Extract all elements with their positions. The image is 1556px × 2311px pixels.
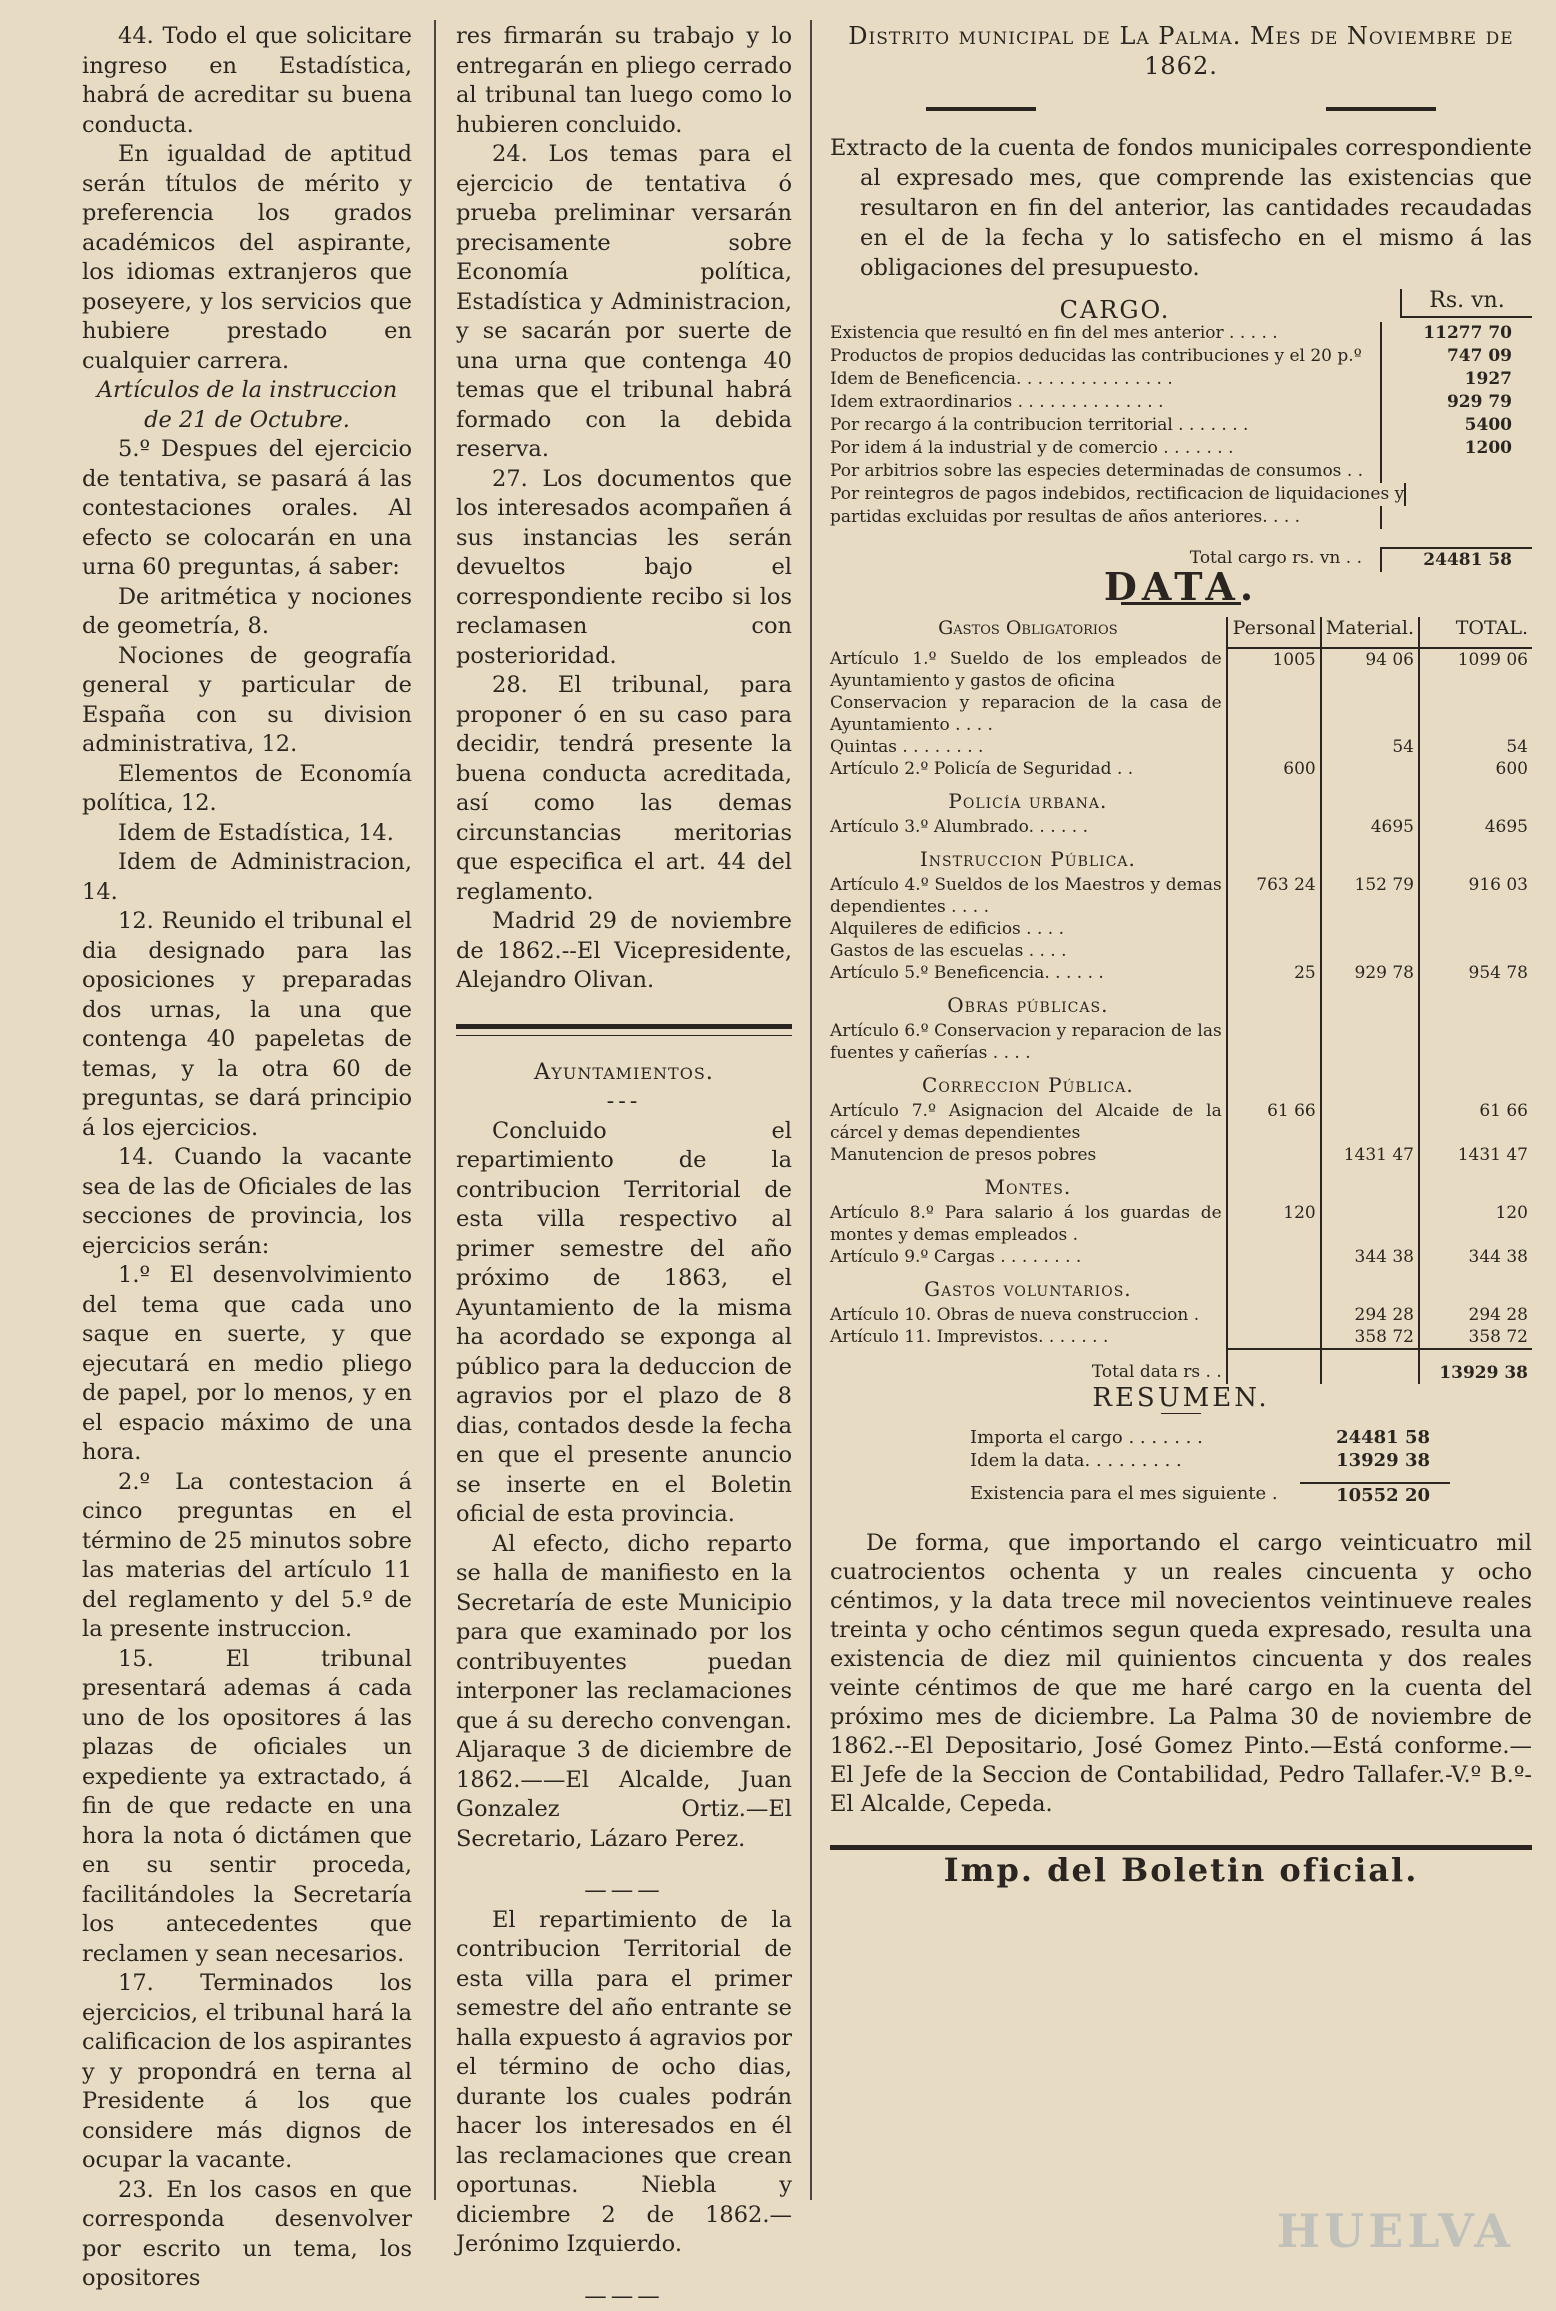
- personal-cell: [1227, 1246, 1321, 1268]
- row-label: Artículo 3.º Alumbrado. . . . . .: [830, 816, 1227, 838]
- imprint: Imp. del Boletin oficial.: [830, 1856, 1532, 1886]
- article-24: 24. Los temas para el ejercicio de tentativa ó prueba preliminar versarán precisamente sobre Economía política, Estadística y Administracion, y se sacarán por suerte de una urna que contenga 40 temas que el tribunal habrá formado con la debida reserva.: [456, 140, 792, 465]
- material-cell: 94 06: [1321, 648, 1419, 692]
- row-label: Artículo 5.º Beneficencia. . . . . .: [830, 962, 1227, 984]
- personal-cell: [1227, 940, 1321, 962]
- total-cell: 916 03: [1419, 874, 1532, 918]
- total-cell: 120: [1419, 1202, 1532, 1246]
- cargo-label: partidas excluidas por resultas de años anteriores. . . .: [830, 506, 1380, 529]
- resumen-heading: RESUMEN.: [830, 1384, 1532, 1414]
- article-15: 15. El tribunal presentará ademas á cada uno de los opositores á las plazas de oficiales un expediente ya extractado, á fin de que redacte en una hora la nota ó dictámen que en su sentir proceda, facilitándoles la Secretaría los antecedentes que reclamen y sean necesarios.: [82, 1645, 412, 1970]
- personal-cell: [1227, 1020, 1321, 1064]
- cargo-label: Idem extraordinarios . . . . . . . . . . . . . .: [830, 391, 1380, 414]
- total-cell: 1431 47: [1419, 1144, 1532, 1166]
- table-row: [830, 874, 1532, 918]
- list-item: Idem de Administracion, 14.: [82, 848, 412, 907]
- cargo-label: Por recargo á la contribucion territorial . . . . . . .: [830, 414, 1380, 437]
- table-row: [830, 1020, 1532, 1064]
- total-cell: 294 28: [1419, 1304, 1532, 1326]
- resumen-label: Existencia para el mes siguiente .: [970, 1482, 1300, 1507]
- cargo-label: Productos de propios deducidas las contribuciones y el 20 p.º: [830, 345, 1380, 368]
- paragraph: res firmarán su trabajo y lo entregarán en pliego cerrado al tribunal tan luego como lo hubieren concluido.: [456, 22, 792, 140]
- closing-paragraph: De forma, que importando el cargo veinticuatro mil cuatrocientos ochenta y un reales cincuenta y ocho céntimos, y la data trece mil novecientos veintinueve reales treinta y ocho céntimos segun queda expresado, resulta una existencia de diez mil quinientos cincuenta y dos reales veinte céntimos de que me haré cargo en la cuenta del próximo mes de diciembre. La Palma 30 de noviembre de 1862.--El Depositario, José Gomez Pinto.—Está conforme.—El Jefe de la Seccion de Contabilidad, Pedro Tallafer.-V.º B.º-El Alcalde, Cepeda.: [830, 1529, 1532, 1819]
- cargo-section: [830, 289, 1532, 572]
- resumen-value: 24481 58: [1300, 1426, 1450, 1449]
- subsection-heading: Instruccion Pública.: [830, 838, 1227, 874]
- material-cell: [1321, 940, 1419, 962]
- dash-separator: ———: [456, 2282, 792, 2311]
- cargo-row: [830, 322, 1532, 345]
- column-divider: [810, 20, 812, 2200]
- row-label: Conservacion y reparacion de la casa de Ayuntamiento . . . .: [830, 692, 1227, 736]
- personal-cell: 120: [1227, 1202, 1321, 1246]
- personal-cell: [1227, 692, 1321, 736]
- gastos-obligatorios-heading: Gastos Obligatorios: [830, 617, 1227, 648]
- data-title: DATA.: [830, 572, 1532, 602]
- material-cell: 152 79: [1321, 874, 1419, 918]
- personal-cell: [1227, 918, 1321, 940]
- personal-cell: 763 24: [1227, 874, 1321, 918]
- article-17: 17. Terminados los ejercicios, el tribunal hará la calificacion de los aspirantes y y propondrá en terna al Presidente á los que considere más dignos de ocupar la vacante.: [82, 1969, 412, 2176]
- resumen-table: [970, 1426, 1450, 1507]
- resumen-row: [970, 1426, 1450, 1449]
- personal-cell: 61 66: [1227, 1100, 1321, 1144]
- column-right: [830, 22, 1532, 2262]
- material-cell: 4695: [1321, 816, 1419, 838]
- row-label: Artículo 2.º Policía de Seguridad . .: [830, 758, 1227, 780]
- total-data-value: 13929 38: [1419, 1349, 1532, 1384]
- article-5: 5.º Despues del ejercicio de tentativa, se pasará á las contestaciones orales. Al efecto se colocarán en una urna 60 preguntas, á saber:: [82, 435, 412, 583]
- row-label: Artículo 9.º Cargas . . . . . . . .: [830, 1246, 1227, 1268]
- divider: [456, 1035, 792, 1036]
- paragraph: 1.º El desenvolvimiento del tema que cada uno saque en suerte, y que ejecutará en medio pliego de papel, por lo menos, y en el espacio máximo de una hora.: [82, 1261, 412, 1468]
- article-12: 12. Reunido el tribunal el dia designado para las oposiciones y preparadas dos urnas, la una que contenga 40 papeletas de temas, y la otra 60 de preguntas, se dará principio á los ejercicios.: [82, 907, 412, 1143]
- notice-niebla: El repartimiento de la contribucion Territorial de esta villa para el primer semestre del año entrante se halla expuesto á agravios por el término de ocho dias, durante los cuales podrán hacer los interesados en él las reclamaciones que crean oportunas. Niebla y diciembre 2 de 1862.—Jerónimo Izquierdo.: [456, 1906, 792, 2260]
- rs-vn-heading: Rs. vn.: [1400, 289, 1532, 318]
- list-item: Nociones de geografía general y particular de España con su division administrativa, 12.: [82, 642, 412, 760]
- total-cargo-value: 24481 58: [1380, 547, 1532, 572]
- row-label: Artículo 7.º Asignacion del Alcaide de la cárcel y demas dependientes: [830, 1100, 1227, 1144]
- resumen-value: 10552 20: [1300, 1482, 1450, 1507]
- article-28: 28. El tribunal, para proponer ó en su caso para decidir, tendrá presente la buena conducta acreditada, así como las demas circunstancias meritorias que especifica el art. 44 del reglamento.: [456, 671, 792, 907]
- personal-cell: 600: [1227, 758, 1321, 780]
- paragraph: En igualdad de aptitud serán títulos de mérito y preferencia los grados académicos del aspirante, los idiomas extranjeros que poseyere, y los servicios que hubiere prestado en cualquier carrera.: [82, 140, 412, 376]
- paragraph: 2.º La contestacion á cinco preguntas en el término de 25 minutos sobre las materias del artículo 11 del reglamento y del 5.º de la presente instruccion.: [82, 1468, 412, 1645]
- row-label: Manutencion de presos pobres: [830, 1144, 1227, 1166]
- total-cell: 358 72: [1419, 1326, 1532, 1349]
- total-cell: 61 66: [1419, 1100, 1532, 1144]
- divider: [830, 1845, 1532, 1850]
- paragraph: Al efecto, dicho reparto se halla de manifiesto en la Secretaría de este Municipio para que examinado por los contribuyentes puedan interponer las reclamaciones que á su derecho convengan. Aljaraque 3 de diciembre de 1862.——El Alcalde, Juan Gonzalez Ortiz.—El Secretario, Lázaro Perez.: [456, 1530, 792, 1855]
- table-row: [830, 692, 1532, 736]
- cargo-row: [830, 460, 1532, 483]
- row-label: Artículo 1.º Sueldo de los empleados de Ayuntamiento y gastos de oficina: [830, 648, 1227, 692]
- total-cell: 600: [1419, 758, 1532, 780]
- divider: [456, 1024, 792, 1029]
- resumen-label: Idem la data. . . . . . . . .: [970, 1449, 1300, 1472]
- resumen-row: [970, 1482, 1450, 1507]
- list-item: Idem de Estadística, 14.: [82, 819, 412, 849]
- cargo-value: [1380, 460, 1532, 483]
- total-cargo-label: Total cargo rs. vn . .: [830, 547, 1380, 572]
- material-cell: 929 78: [1321, 962, 1419, 984]
- material-cell: [1321, 1100, 1419, 1144]
- row-label: Gastos de las escuelas . . . .: [830, 940, 1227, 962]
- row-label: Artículo 6.º Conservacion y reparacion de las fuentes y cañerías . . . .: [830, 1020, 1227, 1064]
- total-cell: [1419, 940, 1532, 962]
- table-row: [830, 1202, 1532, 1246]
- table-row: [830, 1144, 1532, 1166]
- table-row: [830, 962, 1532, 984]
- cargo-label: Por idem á la industrial y de comercio . . . . . . .: [830, 437, 1380, 460]
- table-row: [830, 1326, 1532, 1349]
- total-cell: 54: [1419, 736, 1532, 758]
- district-title: Distrito municipal de La Palma. Mes de Noviembre de 1862.: [830, 22, 1532, 81]
- cargo-row: [830, 345, 1532, 368]
- cargo-value: 747 09: [1380, 345, 1532, 368]
- table-row: [830, 816, 1532, 838]
- total-cell: 954 78: [1419, 962, 1532, 984]
- table-row: [830, 736, 1532, 758]
- cargo-label: Existencia que resultó en fin del mes anterior . . . . .: [830, 322, 1380, 345]
- subsection-row: [830, 1064, 1532, 1100]
- cargo-row: [830, 506, 1532, 529]
- resumen-row: [970, 1449, 1450, 1472]
- cargo-value: 1927: [1380, 368, 1532, 391]
- subsection-row: [830, 984, 1532, 1020]
- table-row: [830, 648, 1532, 692]
- notice-aljaraque: Concluido el repartimiento de la contribucion Territorial de esta villa respectivo al primer semestre del año próximo de 1863, el Ayuntamiento de la misma ha acordado se exponga al público para la deduccion de agravios por el plazo de 8 dias, contados desde la fecha en que el presente anuncio se inserte en el Boletin oficial de esta provincia.: [456, 1117, 792, 1530]
- material-cell: [1321, 692, 1419, 736]
- dash-separator: ———: [456, 1876, 792, 1906]
- cargo-value: 929 79: [1380, 391, 1532, 414]
- subsection-row: [830, 1166, 1532, 1202]
- cargo-row: [830, 483, 1532, 506]
- article-44: 44. Todo el que solicitare ingreso en Estadística, habrá de acreditar su buena conducta.: [82, 22, 412, 140]
- table-row: [830, 1304, 1532, 1326]
- table-row: [830, 758, 1532, 780]
- col-total-header: TOTAL.: [1419, 617, 1532, 648]
- table-row: [830, 1246, 1532, 1268]
- material-cell: [1321, 1202, 1419, 1246]
- section-heading: Artículos de la instruccion de 21 de Octubre.: [82, 376, 412, 435]
- row-label: Alquileres de edificios . . . .: [830, 918, 1227, 940]
- personal-cell: [1227, 816, 1321, 838]
- subsection-row: [830, 1268, 1532, 1304]
- material-cell: 344 38: [1321, 1246, 1419, 1268]
- list-item: De aritmética y nociones de geometría, 8.: [82, 583, 412, 642]
- cargo-heading: CARGO.: [830, 299, 1400, 322]
- cargo-label: Por arbitrios sobre las especies determinadas de consumos . .: [830, 460, 1380, 483]
- total-cell: 1099 06: [1419, 648, 1532, 692]
- subsection-heading: Correccion Pública.: [830, 1064, 1227, 1100]
- cargo-row: [830, 414, 1532, 437]
- material-cell: 54: [1321, 736, 1419, 758]
- row-label: Artículo 11. Imprevistos. . . . . . .: [830, 1326, 1227, 1349]
- subsection-row: [830, 838, 1532, 874]
- total-cell: [1419, 692, 1532, 736]
- article-27: 27. Los documentos que los interesados acompañen á sus instancias les serán devueltos bajo el correspondiente recibo si los reclamasen con posterioridad.: [456, 465, 792, 672]
- dash-separator: ---: [456, 1087, 792, 1117]
- total-cell: 4695: [1419, 816, 1532, 838]
- subsection-heading: Gastos voluntarios.: [830, 1268, 1227, 1304]
- personal-cell: 1005: [1227, 648, 1321, 692]
- total-data-label: Total data rs . .: [830, 1349, 1227, 1384]
- personal-cell: 25: [1227, 962, 1321, 984]
- material-cell: [1321, 1020, 1419, 1064]
- col-personal-header: Personal: [1227, 617, 1321, 648]
- row-label: Quintas . . . . . . . .: [830, 736, 1227, 758]
- resumen-label: Importa el cargo . . . . . . .: [970, 1426, 1300, 1449]
- total-cell: [1419, 918, 1532, 940]
- column-left: [82, 22, 412, 2262]
- resumen-value: 13929 38: [1300, 1449, 1450, 1472]
- section-heading-ayuntamientos: Ayuntamientos.: [456, 1058, 792, 1088]
- cargo-value: [1380, 506, 1532, 529]
- total-cell: 344 38: [1419, 1246, 1532, 1268]
- cargo-label: Idem de Beneficencia. . . . . . . . . . . . . . .: [830, 368, 1380, 391]
- material-cell: 1431 47: [1321, 1144, 1419, 1166]
- cargo-value: [1404, 483, 1532, 506]
- total-cell: [1419, 1020, 1532, 1064]
- list-item: Elementos de Economía política, 12.: [82, 760, 412, 819]
- data-table: [830, 617, 1532, 1384]
- personal-cell: [1227, 1304, 1321, 1326]
- archive-stamp: HUELVA: [1277, 2204, 1514, 2258]
- material-cell: [1321, 918, 1419, 940]
- subsection-heading: Montes.: [830, 1166, 1227, 1202]
- personal-cell: [1227, 1326, 1321, 1349]
- personal-cell: [1227, 736, 1321, 758]
- row-label: Artículo 8.º Para salario á los guardas de montes y demas empleados .: [830, 1202, 1227, 1246]
- material-cell: 294 28: [1321, 1304, 1419, 1326]
- cargo-value: 1200: [1380, 437, 1532, 460]
- table-row: [830, 1100, 1532, 1144]
- cargo-row: [830, 368, 1532, 391]
- cargo-row: [830, 391, 1532, 414]
- subsection-heading: Obras públicas.: [830, 984, 1227, 1020]
- article-14: 14. Cuando la vacante sea de las de Oficiales de las secciones de provincia, los ejercicios serán:: [82, 1143, 412, 1261]
- row-label: Artículo 10. Obras de nueva construccion .: [830, 1304, 1227, 1326]
- cargo-row: [830, 437, 1532, 460]
- data-rows: [830, 648, 1532, 1349]
- cargo-value: 5400: [1380, 414, 1532, 437]
- column-middle: [456, 22, 792, 2262]
- subsection-heading: Policía urbana.: [830, 780, 1227, 816]
- personal-cell: [1227, 1144, 1321, 1166]
- signature: Madrid 29 de noviembre de 1862.--El Vicepresidente, Alejandro Olivan.: [456, 907, 792, 996]
- subsection-row: [830, 780, 1532, 816]
- material-cell: [1321, 758, 1419, 780]
- column-divider: [434, 20, 436, 2200]
- cargo-value: 11277 70: [1380, 322, 1532, 345]
- col-material-header: Material.: [1321, 617, 1419, 648]
- table-row: [830, 918, 1532, 940]
- table-row: [830, 940, 1532, 962]
- extracto-paragraph: Extracto de la cuenta de fondos municipales correspondiente al expresado mes, que comprende las existencias que resultaron en fin del anterior, las cantidades recaudadas en el de la fecha y lo satisfecho en el mismo á las obligaciones del presupuesto.: [830, 133, 1532, 283]
- title-rules: [926, 107, 1436, 111]
- divider: [1161, 1413, 1201, 1414]
- cargo-rows: [830, 322, 1532, 529]
- row-label: Artículo 4.º Sueldos de los Maestros y demas dependientes . . . .: [830, 874, 1227, 918]
- article-23: 23. En los casos en que corresponda desenvolver por escrito un tema, los opositores: [82, 2176, 412, 2294]
- cargo-label: Por reintegros de pagos indebidos, rectificacion de liquidaciones y: [830, 483, 1404, 506]
- total-cargo-row: [830, 547, 1532, 572]
- material-cell: 358 72: [1321, 1326, 1419, 1349]
